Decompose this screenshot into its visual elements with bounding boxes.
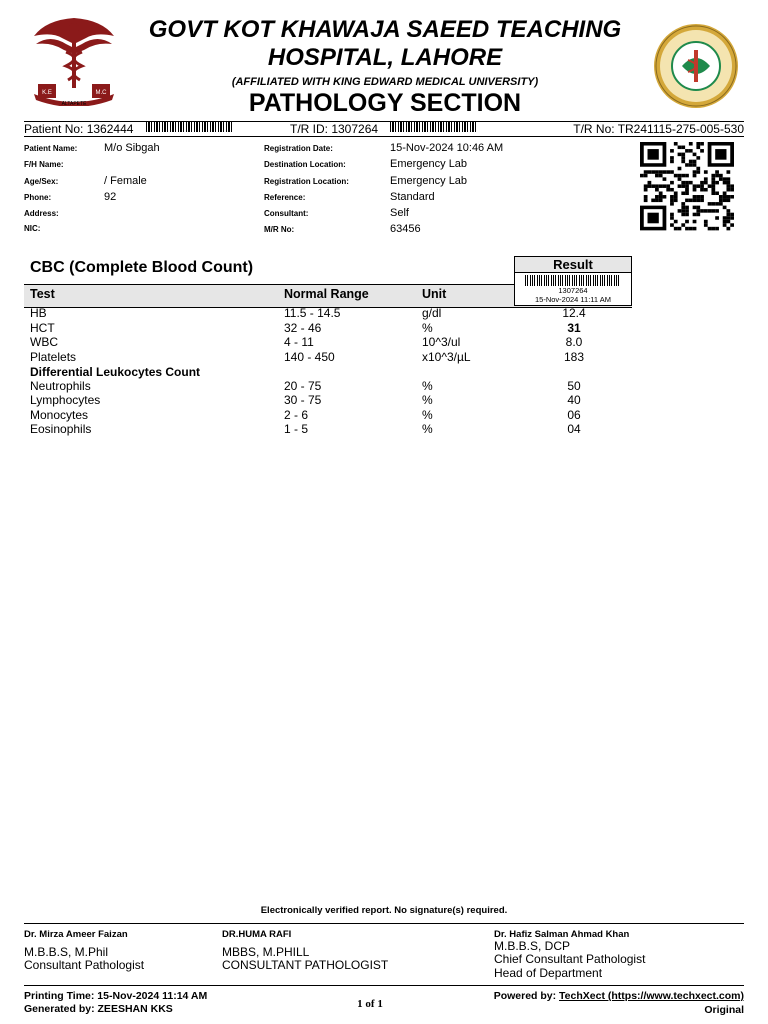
label-fh-name: F/H Name:	[24, 160, 64, 169]
col-result: Result	[515, 257, 631, 273]
value-phone: 92	[104, 191, 117, 203]
row-neutrophils-result: 50	[567, 379, 581, 393]
row-platelets-range: 140 - 450	[284, 350, 335, 364]
label-consultant: Consultant:	[264, 209, 309, 218]
powered-label: Powered by:	[493, 990, 560, 1002]
row-wbc-unit: 10^3/ul	[422, 335, 461, 349]
doctor-3-name: Dr. Hafiz Salman Ahmad Khan	[494, 929, 630, 940]
id-bar	[24, 121, 744, 137]
row-hb-result: 12.4	[562, 306, 586, 320]
svg-text:M.C: M.C	[95, 90, 107, 96]
affiliation: (AFFILIATED WITH KING EDWARD MEDICAL UNIVERSITY)	[231, 76, 539, 88]
row-eosinophils-unit: %	[422, 422, 433, 436]
tr-id: T/R ID: 1307264	[290, 122, 379, 136]
col-test: Test	[30, 287, 55, 301]
doctor-2-qualification: MBBS, M.PHILL	[222, 945, 310, 959]
label-destination-location: Destination Location:	[264, 160, 346, 169]
row-platelets-unit: x10^3/µL	[422, 350, 471, 364]
row-neutrophils-unit: %	[422, 379, 433, 393]
row-lymphocytes-result: 40	[567, 393, 581, 407]
doctor-3-title: Chief Consultant Pathologist	[494, 952, 646, 966]
value-registration-date: 15-Nov-2024 10:46 AM	[390, 142, 504, 154]
row-hct-test: HCT	[30, 321, 55, 335]
hospital-name-line1: GOVT KOT KHAWAJA SAEED TEACHING	[148, 16, 622, 43]
qr-code	[640, 142, 740, 236]
doctor-1-name: Dr. Mirza Ameer Faizan	[24, 929, 128, 940]
row-hct-unit: %	[422, 321, 433, 335]
col-normal-range: Normal Range	[284, 287, 369, 301]
doctor-3-qualification: M.B.B.S, DCP	[494, 939, 571, 953]
row-wbc-range: 4 - 11	[284, 335, 314, 349]
row-neutrophils-test: Neutrophils	[30, 379, 91, 393]
university-logo	[26, 14, 122, 106]
value-consultant: Self	[390, 207, 409, 219]
footer-divider-bottom	[24, 985, 744, 986]
label-mr-no: M/R No:	[264, 225, 295, 234]
row-hct-range: 32 - 46	[284, 321, 322, 335]
section-title: PATHOLOGY SECTION	[248, 89, 522, 117]
page-number: 1 of 1	[357, 998, 383, 1010]
col-unit: Unit	[422, 287, 447, 301]
row-lymphocytes-unit: %	[422, 393, 433, 407]
techxect-link[interactable]: TechXect (https://www.techxect.com)	[559, 990, 744, 1002]
generated-by: Generated by: ZEESHAN KKS	[24, 1003, 173, 1015]
row-eosinophils-result: 04	[567, 422, 581, 436]
label-age-sex: Age/Sex:	[24, 177, 59, 186]
row-monocytes-result: 06	[567, 408, 581, 422]
powered-by	[494, 990, 744, 1002]
result-barcode	[525, 275, 621, 286]
row-hb-unit: g/dl	[422, 306, 442, 320]
label-phone: Phone:	[24, 193, 52, 202]
row-monocytes-unit: %	[422, 408, 433, 422]
hospital-name-line2: HOSPITAL, LAHORE	[267, 44, 503, 71]
row-hb-range: 11.5 - 14.5	[284, 306, 341, 320]
subheading-differential: Differential Leukocytes Count	[30, 365, 201, 379]
value-reference: Standard	[390, 191, 435, 203]
label-registration-location: Registration Location:	[264, 177, 349, 186]
label-reference: Reference:	[264, 193, 306, 202]
doctor-1-qualification: M.B.B.S, M.Phil	[24, 945, 109, 959]
patient-no: Patient No: 1362444	[24, 122, 134, 136]
row-hb-test: HB	[30, 306, 47, 320]
svg-text:ALTAPETE: ALTAPETE	[61, 101, 87, 106]
doctor-1-title: Consultant Pathologist	[24, 958, 145, 972]
doctor-2-name: DR.HUMA RAFI	[222, 929, 292, 940]
printing-time: Printing Time: 15-Nov-2024 11:14 AM	[24, 990, 208, 1002]
row-lymphocytes-test: Lymphocytes	[30, 393, 101, 407]
row-monocytes-range: 2 - 6	[284, 408, 309, 422]
label-nic: NIC:	[24, 224, 41, 233]
value-age-sex: / Female	[104, 175, 147, 187]
result-column-box	[514, 256, 632, 306]
hospital-seal-logo	[652, 22, 740, 110]
row-platelets-result: 183	[563, 350, 585, 364]
report-title: CBC (Complete Blood Count)	[30, 259, 254, 276]
row-wbc-test: WBC	[30, 335, 58, 349]
value-mr-no: 63456	[390, 223, 421, 235]
result-sample-id: 1307264	[558, 286, 588, 295]
label-registration-date: Registration Date:	[264, 144, 333, 153]
footer-divider-top	[24, 923, 744, 924]
row-neutrophils-range: 20 - 75	[284, 379, 322, 393]
value-destination-location: Emergency Lab	[390, 158, 468, 170]
tr-no: T/R No: TR241115-275-005-530	[573, 122, 744, 136]
value-patient-name: M/o Sibgah	[104, 142, 160, 154]
value-registration-location: Emergency Lab	[390, 175, 468, 187]
row-wbc-result: 8.0	[565, 335, 583, 349]
row-lymphocytes-range: 30 - 75	[284, 393, 322, 407]
row-eosinophils-test: Eosinophils	[30, 422, 92, 436]
label-patient-name: Patient Name:	[24, 144, 78, 153]
row-platelets-test: Platelets	[30, 350, 77, 364]
row-hct-result: 31	[567, 321, 581, 335]
copy-status: Original	[704, 1004, 744, 1016]
doctor-3-role: Head of Department	[494, 966, 603, 980]
row-monocytes-test: Monocytes	[30, 408, 89, 422]
doctor-2-title: CONSULTANT PATHOLOGIST	[222, 958, 389, 972]
svg-text:K.E: K.E	[42, 90, 52, 96]
row-eosinophils-range: 1 - 5	[284, 422, 309, 436]
result-sample-time: 15-Nov-2024 11:11 AM	[534, 295, 612, 304]
label-address: Address:	[24, 209, 59, 218]
verification-note: Electronically verified report. No signature(s) required.	[260, 905, 508, 916]
